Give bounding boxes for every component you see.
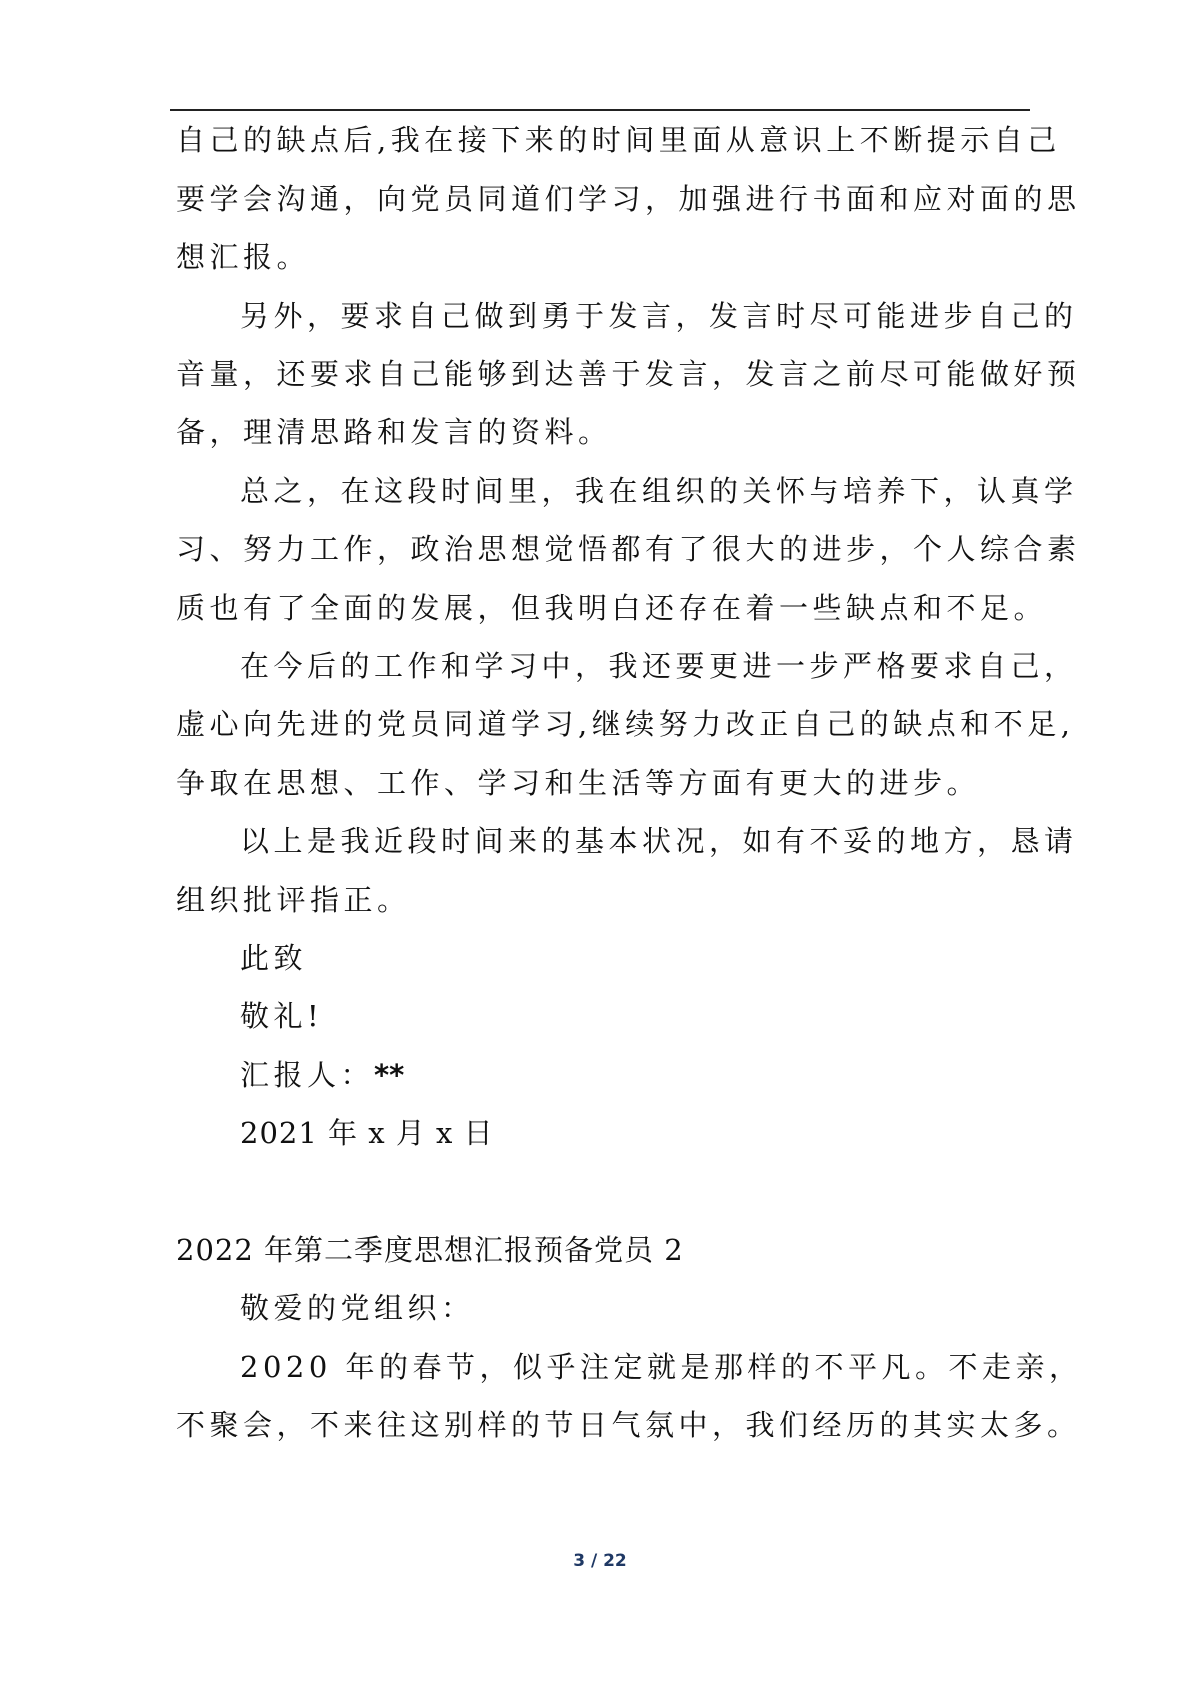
paragraph-line: 质也有了全面的发展，但我明白还存在着一些缺点和不足。 [176, 591, 1048, 625]
reporter-line [240, 1057, 404, 1093]
page-number: 3 / 22 [573, 1551, 627, 1571]
paragraph-line: 总之，在这段时间里，我在组织的关怀与培养下，认真学 [240, 474, 1078, 508]
closing-respect: 敬礼! [240, 999, 324, 1033]
paragraph-line: 组织批评指正。 [176, 883, 411, 917]
paragraph-line: 不聚会，不来往这别样的节日气氛中，我们经历的其实太多。 [176, 1408, 1081, 1442]
greeting: 敬爱的党组织： [240, 1291, 475, 1325]
paragraph-line: 要学会沟通，向党员同道们学习，加强进行书面和应对面的思 [176, 182, 1081, 216]
paragraph-line: 虚心向先进的党员同道学习,继续努力改正自己的缺点和不足, [176, 707, 1075, 741]
paragraph-line: 2020 年的春节，似乎注定就是那样的不平凡。不走亲， [240, 1350, 1083, 1384]
paragraph-line: 另外，要求自己做到勇于发言，发言时尽可能进步自己的 [240, 299, 1078, 333]
reporter-label: 汇报人： [240, 1058, 375, 1092]
paragraph-line: 备，理清思路和发言的资料。 [176, 415, 612, 449]
paragraph-line: 以上是我近段时间来的基本状况，如有不妥的地方，恳请 [240, 824, 1078, 858]
section-title: 2022 年第二季度思想汇报预备党员 2 [176, 1233, 684, 1267]
paragraph-line: 想汇报。 [176, 240, 311, 274]
paragraph-line: 音量，还要求自己能够到达善于发言，发言之前尽可能做好预 [176, 357, 1081, 391]
paragraph-line: 在今后的工作和学习中，我还要更进一步严格要求自己， [240, 649, 1078, 683]
paragraph-line: 自己的缺点后,我在接下来的时间里面从意识上不断提示自己 [176, 123, 1061, 157]
closing-salutation: 此致 [240, 941, 308, 975]
paragraph-line: 习、努力工作，政治思想觉悟都有了很大的进步，个人综合素 [176, 532, 1081, 566]
reporter-name: ** [374, 1058, 405, 1092]
header-rule [170, 109, 1030, 111]
report-date: 2021 年 x 月 x 日 [240, 1116, 494, 1150]
paragraph-line: 争取在思想、工作、学习和生活等方面有更大的进步。 [176, 766, 981, 800]
